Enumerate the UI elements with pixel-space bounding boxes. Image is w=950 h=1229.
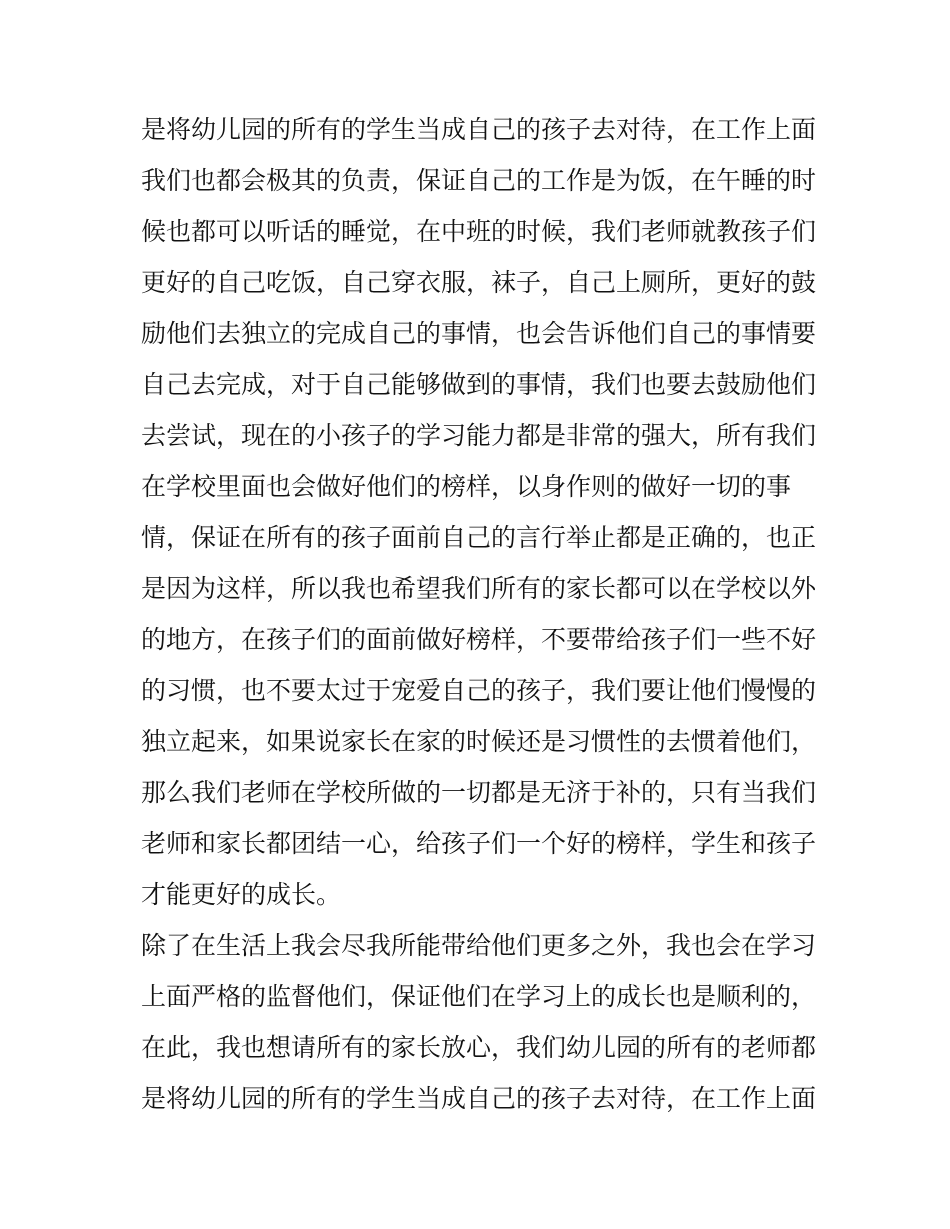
text-line: 老师和家长都团结一心，给孩子们一个好的榜样，学生和孩子 bbox=[141, 829, 817, 858]
text-line: 在此，我也想请所有的家长放心，我们幼儿园的所有的老师都 bbox=[141, 1033, 817, 1062]
text-line: 是将幼儿园的所有的学生当成自己的孩子去对待，在工作上面 bbox=[141, 1084, 817, 1113]
text-line: 更好的自己吃饭，自己穿衣服，袜子，自己上厕所，更好的鼓 bbox=[141, 268, 817, 297]
text-line: 候也都可以听话的睡觉，在中班的时候，我们老师就教孩子们 bbox=[141, 217, 817, 246]
text-line: 是将幼儿园的所有的学生当成自己的孩子去对待，在工作上面 bbox=[141, 115, 817, 144]
text-line: 情，保证在所有的孩子面前自己的言行举止都是正确的，也正 bbox=[141, 523, 817, 552]
text-line: 去尝试，现在的小孩子的学习能力都是非常的强大，所有我们 bbox=[141, 421, 817, 450]
text-line: 的地方，在孩子们的面前做好榜样，不要带给孩子们一些不好 bbox=[141, 625, 817, 654]
text-line: 自己去完成，对于自己能够做到的事情，我们也要去鼓励他们 bbox=[141, 370, 817, 399]
text-line: 励他们去独立的完成自己的事情，也会告诉他们自己的事情要 bbox=[141, 319, 817, 348]
text-line: 我们也都会极其的负责，保证自己的工作是为饭，在午睡的时 bbox=[141, 166, 817, 195]
text-line: 是因为这样，所以我也希望我们所有的家长都可以在学校以外 bbox=[141, 574, 817, 603]
text-line: 独立起来，如果说家长在家的时候还是习惯性的去惯着他们， bbox=[141, 727, 817, 756]
body-text bbox=[141, 104, 821, 1124]
text-line: 上面严格的监督他们，保证他们在学习上的成长也是顺利的， bbox=[141, 982, 817, 1011]
text-line: 除了在生活上我会尽我所能带给他们更多之外，我也会在学习 bbox=[141, 931, 817, 960]
text-line: 那么我们老师在学校所做的一切都是无济于补的，只有当我们 bbox=[141, 778, 817, 807]
text-line: 的习惯，也不要太过于宠爱自己的孩子，我们要让他们慢慢的 bbox=[141, 676, 817, 705]
text-line: 才能更好的成长。 bbox=[141, 880, 342, 909]
text-line: 在学校里面也会做好他们的榜样，以身作则的做好一切的事 bbox=[141, 472, 792, 501]
